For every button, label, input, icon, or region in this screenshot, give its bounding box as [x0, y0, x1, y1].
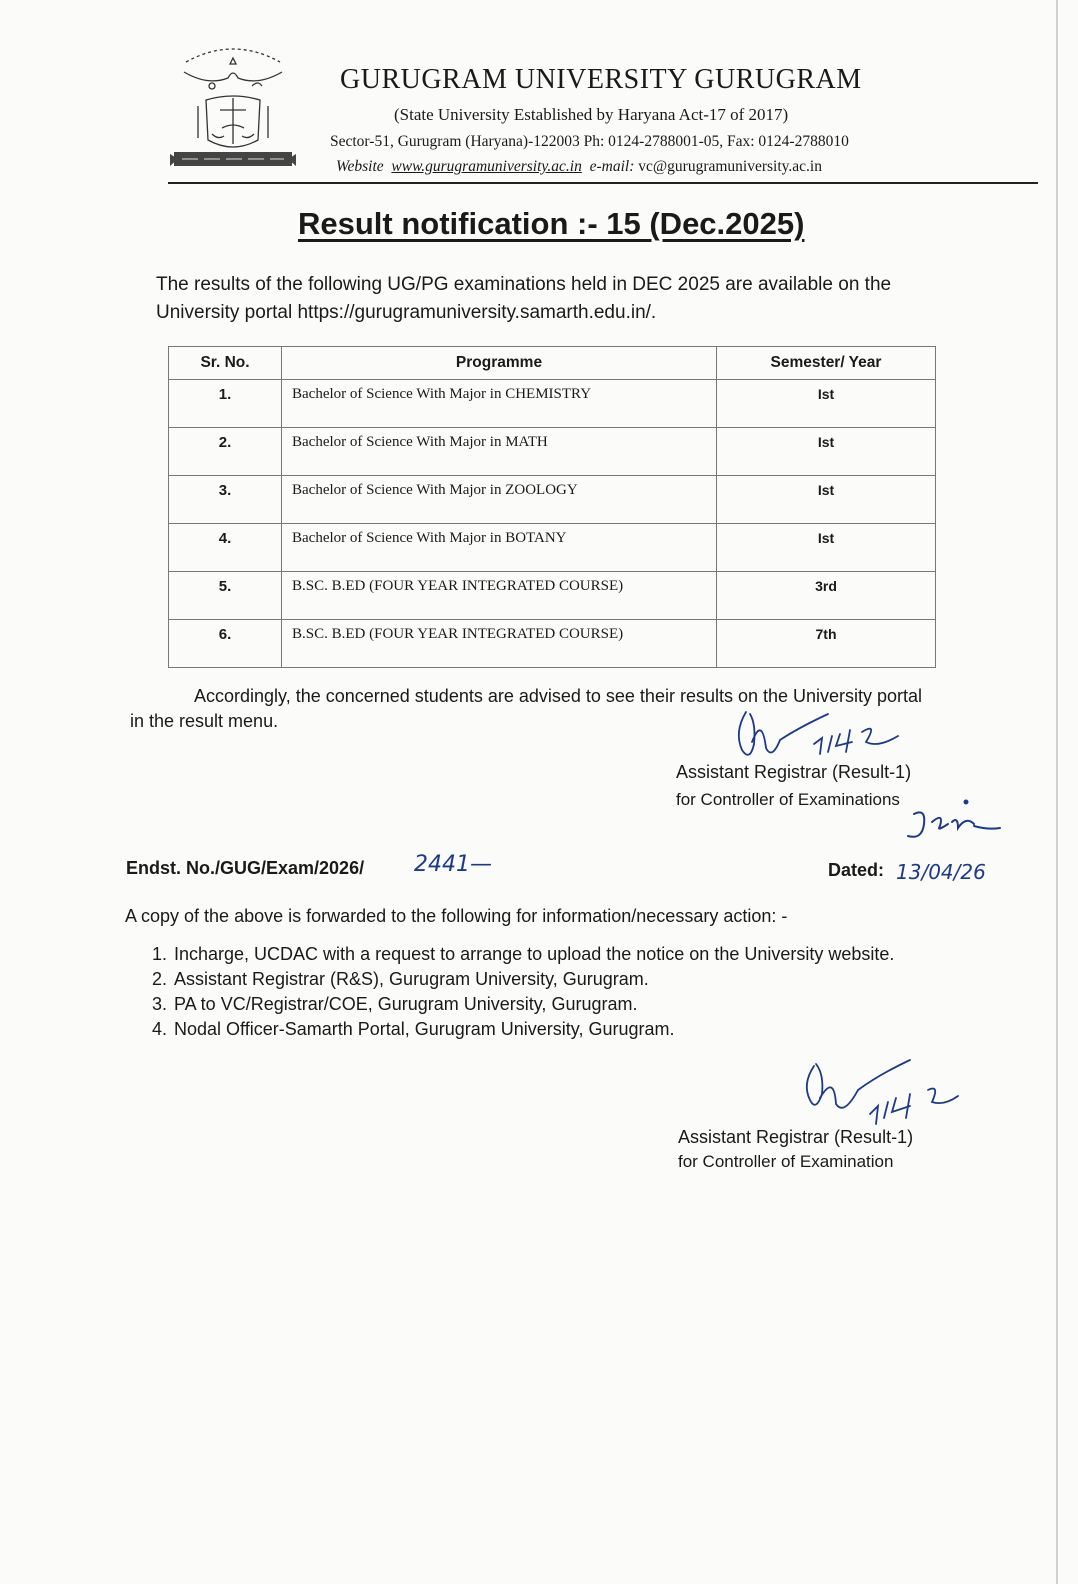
signatory-2-subtitle: for Controller of Examination	[678, 1152, 894, 1171]
cell-programme: Bachelor of Science With Major in BOTANY	[282, 524, 717, 572]
dated-handwritten: 13/04/26	[896, 860, 986, 884]
website-label: Website	[336, 158, 384, 175]
list-item	[152, 942, 912, 967]
table-row	[169, 524, 936, 572]
signatory-1-subtitle: for Controller of Examinations	[676, 790, 900, 809]
list-item-number: 3.	[152, 994, 168, 1014]
university-emblem-icon	[168, 42, 298, 178]
intro-paragraph: The results of the following UG/PG examinations held in DEC 2025 are available on the University portal https://gurugramuniversity.samarth.edu.in/.	[156, 274, 892, 323]
signatory-1-title: Assistant Registrar (Result-1)	[676, 762, 912, 782]
cell-sr-no: 6.	[169, 620, 282, 668]
signature-2-icon	[800, 1054, 970, 1134]
table-row	[169, 572, 936, 620]
cell-semester: 3rd	[717, 572, 936, 620]
table-row	[169, 620, 936, 668]
cell-sr-no: 5.	[169, 572, 282, 620]
header-sr-no: Sr. No.	[169, 347, 282, 380]
list-item	[152, 992, 912, 1017]
university-name: GURUGRAM UNIVERSITY GURUGRAM	[340, 64, 862, 95]
cell-sr-no: 4.	[169, 524, 282, 572]
list-item-number: 2.	[152, 969, 168, 989]
list-item-number: 4.	[152, 1019, 168, 1039]
website-link[interactable]: www.gurugramuniversity.ac.in	[391, 158, 582, 175]
table-row	[169, 476, 936, 524]
university-subtitle: (State University Established by Haryana Act-17 of 2017)	[394, 105, 789, 124]
list-item-text: PA to VC/Registrar/COE, Gurugram University, Gurugram.	[174, 994, 638, 1014]
cell-sr-no: 2.	[169, 428, 282, 476]
list-item-text: Incharge, UCDAC with a request to arrange to upload the notice on the University website.	[174, 944, 895, 964]
advice-text: Accordingly, the concerned students are advised to see their results on the University portal in the result menu.	[130, 686, 923, 731]
table-row	[169, 380, 936, 428]
endorsement-number-label: Endst. No./GUG/Exam/2026/	[126, 858, 365, 878]
table-row	[169, 428, 936, 476]
cell-semester: Ist	[717, 380, 936, 428]
email-label: e-mail:	[589, 158, 635, 175]
cell-semester: 7th	[717, 620, 936, 668]
endorsement-number-handwritten: 2441—	[414, 852, 492, 877]
table-header-row	[169, 347, 936, 380]
header-divider	[168, 182, 1038, 184]
cell-semester: Ist	[717, 476, 936, 524]
university-contact	[336, 158, 822, 176]
notification-title: Result notification :- 15 (Dec.2025)	[298, 206, 805, 241]
cell-sr-no: 1.	[169, 380, 282, 428]
university-address: Sector-51, Gurugram (Haryana)-122003 Ph: 0124-2788001-05, Fax: 0124-2788010	[330, 133, 849, 150]
cell-programme: Bachelor of Science With Major in CHEMISTRY	[282, 380, 717, 428]
copy-recipient-list	[152, 942, 912, 1042]
results-table	[168, 346, 936, 668]
cell-semester: Ist	[717, 524, 936, 572]
handwritten-initials-icon	[896, 796, 1006, 848]
signatory-2-title: Assistant Registrar (Result-1)	[678, 1127, 914, 1147]
dated-label: Dated:	[828, 860, 885, 880]
cell-programme: B.SC. B.ED (FOUR YEAR INTEGRATED COURSE)	[282, 572, 717, 620]
list-item-text: Nodal Officer-Samarth Portal, Gurugram University, Gurugram.	[174, 1019, 675, 1039]
email-address[interactable]: vc@gurugramuniversity.ac.in	[638, 158, 822, 175]
cell-programme: B.SC. B.ED (FOUR YEAR INTEGRATED COURSE)	[282, 620, 717, 668]
cell-semester: Ist	[717, 428, 936, 476]
list-item	[152, 1017, 912, 1042]
header-programme: Programme	[282, 347, 717, 380]
list-item	[152, 967, 912, 992]
cell-programme: Bachelor of Science With Major in MATH	[282, 428, 717, 476]
cell-sr-no: 3.	[169, 476, 282, 524]
cell-programme: Bachelor of Science With Major in ZOOLOGY	[282, 476, 717, 524]
page-edge-shadow	[1056, 0, 1058, 1584]
list-item-text: Assistant Registrar (R&S), Gurugram University, Gurugram.	[174, 969, 649, 989]
copy-forward-intro: A copy of the above is forwarded to the following for information/necessary action: -	[125, 906, 788, 926]
header-semester: Semester/ Year	[717, 347, 936, 380]
list-item-number: 1.	[152, 944, 168, 964]
